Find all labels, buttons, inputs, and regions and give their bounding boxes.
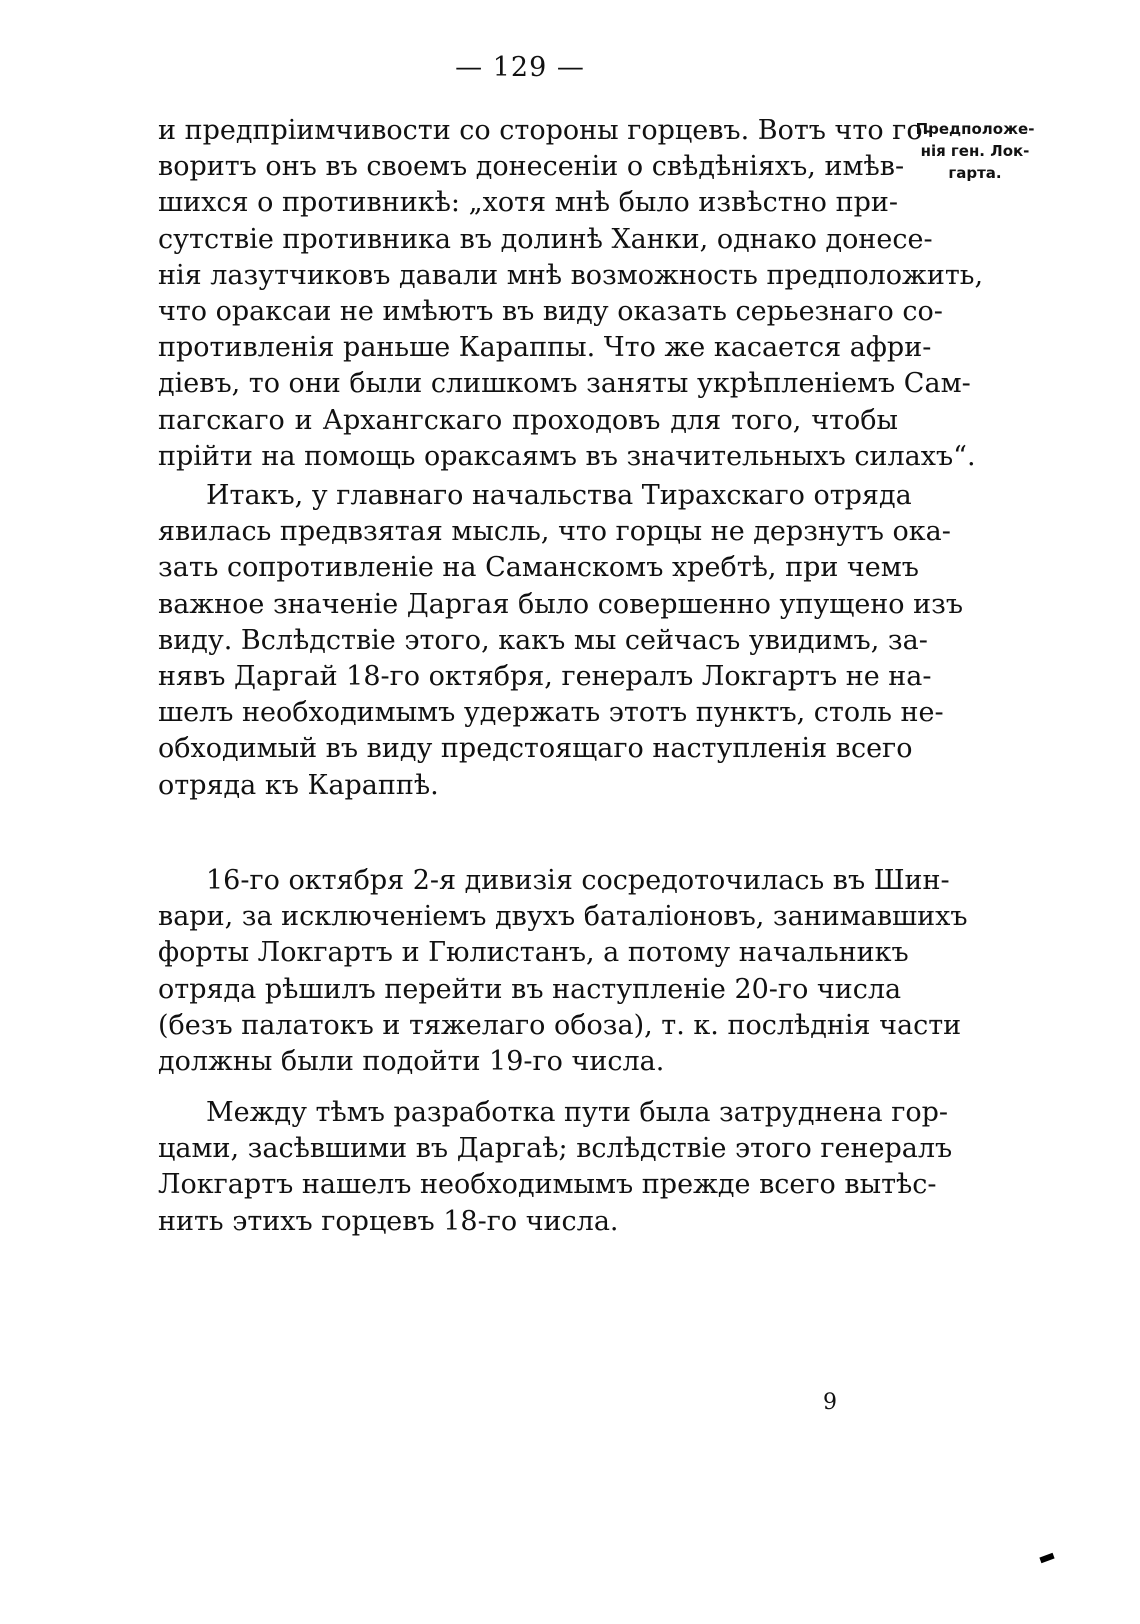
- paragraph-3: [158, 863, 968, 1080]
- text-line: 16-го октября 2-я дивизія сосредоточилась въ Шин-: [206, 865, 950, 896]
- scan-mark: [1039, 1553, 1054, 1563]
- text-line: прійти на помощь оракcаямъ въ значительныхъ силахъ“.: [158, 440, 976, 472]
- text-line: Между тѣмъ разработка пути была затруднена гор-: [206, 1097, 949, 1128]
- text-line: явилась предвзятая мысль, что горцы не дерзнутъ ока-: [158, 516, 951, 548]
- text-line: и предпріимчивости со стороны горцевъ. Вотъ что го-: [158, 115, 932, 146]
- text-line: противленія раньше Караппы. Что же касается афри-: [158, 332, 932, 364]
- text-line: отряда къ Караппѣ.: [158, 769, 439, 801]
- text-line: шихся о противникѣ: „хотя мнѣ было извѣстно при-: [158, 187, 898, 219]
- text-line: (безъ палатокъ и тяжелаго обоза), т. к. послѣднія части: [158, 1009, 962, 1041]
- text-line: важное значеніе Даргая было совершенно упущено изъ: [158, 588, 964, 620]
- margin-note-line: гарта.: [948, 164, 1002, 182]
- text-line: Итакъ, у главнаго начальства Тирахскаго отряда: [206, 480, 912, 511]
- signature-mark: 9: [823, 1390, 837, 1415]
- text-line: обходимый въ виду предстоящаго наступленія всего: [158, 733, 913, 765]
- text-line: форты Локгартъ и Гюлистанъ, а потому начальникъ: [158, 937, 909, 969]
- text-line: шелъ необходимымъ удержать этотъ пунктъ, столь не-: [158, 697, 944, 729]
- text-line: цами, засѣвшими въ Даргаѣ; вслѣдствіе этого генералъ: [158, 1133, 953, 1165]
- text-line: зать сопротивленіе на Саманскомъ хребтѣ, при чемъ: [158, 552, 919, 584]
- paragraph-4: [158, 1095, 953, 1240]
- text-line: что оракcаи не имѣютъ въ виду оказать серьезнаго со-: [158, 295, 943, 327]
- text-line: нить этихъ горцевъ 18-го числа.: [158, 1205, 619, 1237]
- text-line: воритъ онъ въ своемъ донесеніи о свѣдѣніяхъ, имѣв-: [158, 151, 905, 183]
- text-line: сутствіе противника въ долинѣ Ханки, однако донесе-: [158, 223, 933, 255]
- text-line: Локгартъ нашелъ необходимымъ прежде всего вытѣс-: [158, 1169, 937, 1201]
- margin-note-line: нія ген. Лок-: [920, 142, 1030, 160]
- text-line: вари, за исключеніемъ двухъ баталіоновъ, занимавшихъ: [158, 901, 968, 933]
- text-line: пагскаго и Архангскаго проходовъ для того, чтобы: [158, 404, 898, 436]
- text-line: нія лазутчиковъ давали мнѣ возможность предположить,: [158, 259, 984, 291]
- page-number: — 129 —: [455, 52, 585, 83]
- text-line: виду. Вслѣдствіе этого, какъ мы сейчасъ увидимъ, за-: [158, 624, 928, 656]
- text-line: отряда рѣшилъ перейти въ наступленіе 20-го числа: [158, 973, 902, 1005]
- text-line: діевъ, то они были слишкомъ заняты укрѣпленіемъ Сам-: [158, 368, 971, 400]
- paragraph-2: [158, 478, 964, 804]
- text-line: нявъ Даргай 18-го октября, генералъ Локгартъ не на-: [158, 660, 932, 692]
- margin-note-line: Предположе-: [915, 120, 1035, 138]
- text-line: должны были подойти 19-го числа.: [158, 1045, 665, 1077]
